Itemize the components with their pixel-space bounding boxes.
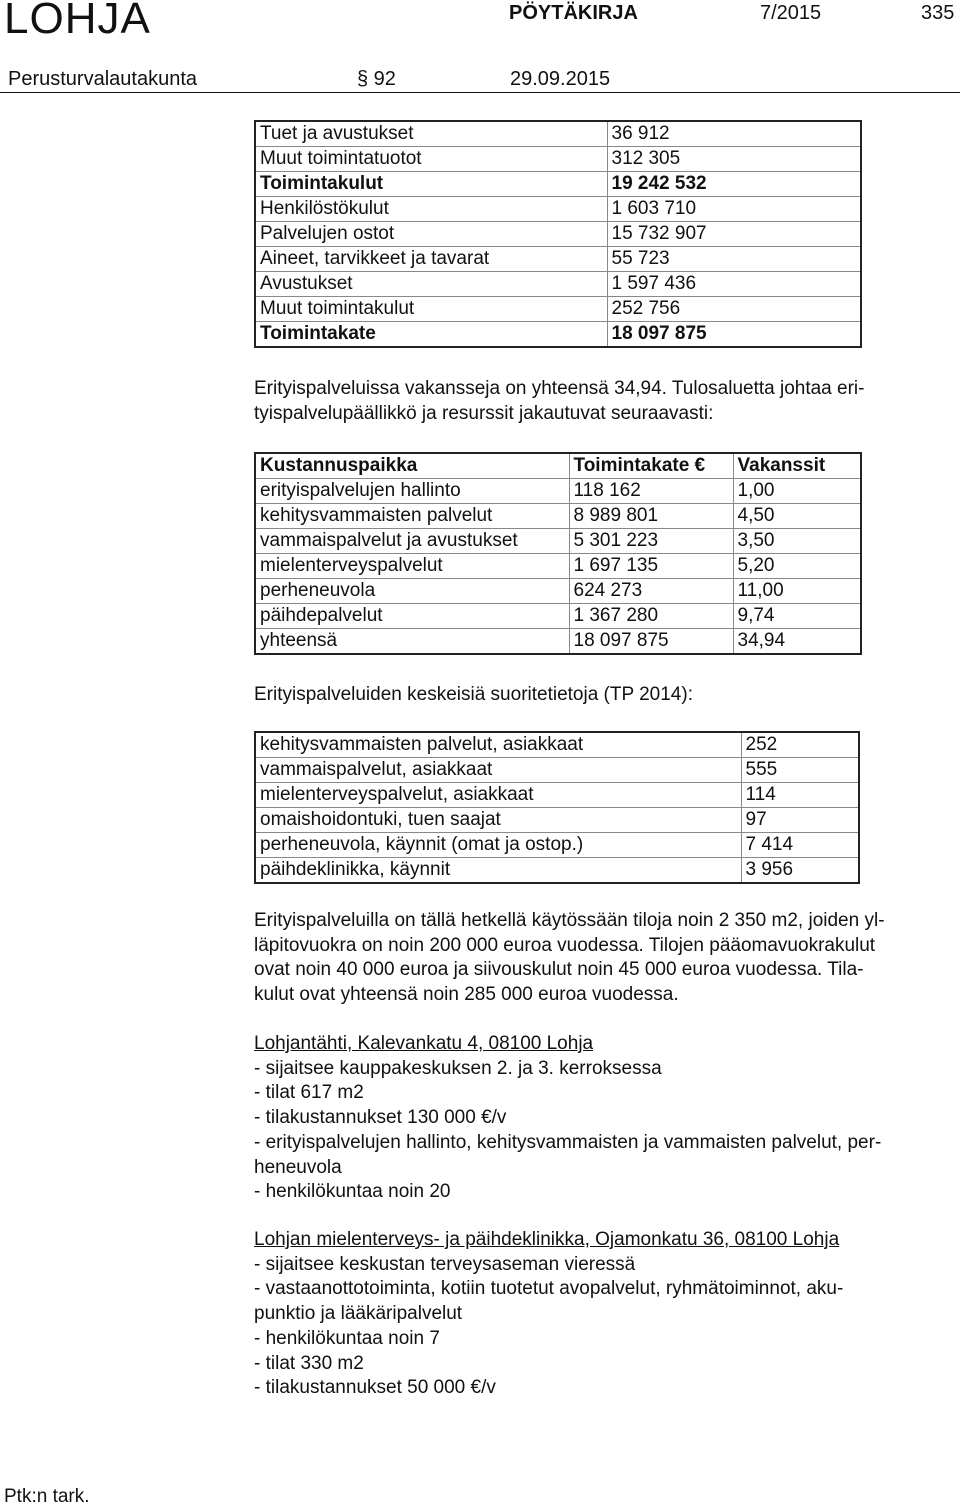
table-row [255,272,861,297]
table-cell: yhteensä [255,629,569,655]
table-row [255,197,861,222]
location-line: - henkilökuntaa noin 7 [254,1327,440,1349]
organ-name: Perusturvalautakunta [8,68,198,90]
location-line: - tilat 617 m2 [254,1082,364,1104]
column-header: Vakanssit [733,453,861,479]
column-header: Toimintakate € [569,453,733,479]
table-row [255,629,861,655]
table-cell: 1 367 280 [569,604,733,629]
row-label: Toimintakulut [255,172,607,197]
table-row [255,758,859,783]
row-label: Tuet ja avustukset [255,121,607,147]
table-cell: 9,74 [733,604,861,629]
footer-signature-label: Ptk:n tark. [4,1486,90,1507]
table-cell: erityispalvelujen hallinto [255,479,569,504]
row-value: 252 756 [607,297,861,322]
premises-paragraph [254,909,960,1008]
table-cell: 624 273 [569,579,733,604]
row-label: Aineet, tarvikkeet ja tavarat [255,247,607,272]
row-label: Henkilöstökulut [255,197,607,222]
row-label: Toimintakate [255,322,607,348]
table-row [255,604,861,629]
table-row [255,121,861,147]
location-title: Lohjan mielenterveys- ja päihdeklinikka, Ojamonkatu 36, 08100 Lohja [254,1229,840,1250]
table-cell: 3,50 [733,529,861,554]
location-line: - sijaitsee kauppakeskuksen 2. ja 3. kerroksessa [254,1057,662,1079]
table-cell: 252 [741,732,859,758]
finance-table [254,120,862,348]
location-line: - tilakustannukset 130 000 €/v [254,1107,507,1129]
table-row [255,858,859,884]
row-value: 19 242 532 [607,172,861,197]
table-cell: 11,00 [733,579,861,604]
table-header-row [255,453,861,479]
row-value: 15 732 907 [607,222,861,247]
page-number: 335 [921,2,955,24]
location-line: - sijaitsee keskustan terveysaseman vieressä [254,1253,636,1275]
table-cell: mielenterveyspalvelut, asiakkaat [255,783,741,808]
table-row [255,554,861,579]
table-cell: vammaispalvelut, asiakkaat [255,758,741,783]
column-header: Kustannuspaikka [255,453,569,479]
table-cell: 4,50 [733,504,861,529]
row-value: 36 912 [607,121,861,147]
table-row [255,808,859,833]
table-row [255,172,861,197]
location-title: Lohjantähti, Kalevankatu 4, 08100 Lohja [254,1033,594,1054]
table-cell: kehitysvammaisten palvelut, asiakkaat [255,732,741,758]
premises-line: läpitovuokra on noin 200 000 euroa vuodessa. Tilojen pääomavuokrakulut [254,934,876,956]
table-cell: 1 697 135 [569,554,733,579]
table-cell: päihdepalvelut [255,604,569,629]
header-divider [0,92,960,93]
table-cell: 97 [741,808,859,833]
table-cell: 1,00 [733,479,861,504]
cost-center-table [254,452,862,655]
document-number: 7/2015 [760,2,822,24]
table-cell: 7 414 [741,833,859,858]
table-row [255,322,861,348]
table-row [255,297,861,322]
table-cell: perheneuvola, käynnit (omat ja ostop.) [255,833,741,858]
premises-line: Erityispalveluilla on tällä hetkellä käytössään tiloja noin 2 350 m2, joiden yl- [254,910,885,931]
location-line: - henkilökuntaa noin 20 [254,1181,451,1203]
row-value: 1 597 436 [607,272,861,297]
premises-line: kulut ovat yhteensä noin 285 000 euroa vuodessa. [254,984,679,1006]
table-cell: päihdeklinikka, käynnit [255,858,741,884]
section-number: § 92 [357,68,396,90]
location-line: - vastaanottotoiminta, kotiin tuotetut avopalvelut, ryhmätoiminnot, aku- [254,1278,844,1300]
location-line: - tilakustannukset 50 000 €/v [254,1377,496,1399]
meeting-date: 29.09.2015 [510,68,611,90]
table-cell: 555 [741,758,859,783]
table-cell: 5 301 223 [569,529,733,554]
table-row [255,147,861,172]
table-row [255,479,861,504]
table-cell: 8 989 801 [569,504,733,529]
location-line: - tilat 330 m2 [254,1352,364,1374]
table-row [255,732,859,758]
row-value: 1 603 710 [607,197,861,222]
location-clinic [254,1228,960,1401]
premises-line: ovat noin 40 000 euroa ja siivouskulut noin 45 000 euroa vuodessa. Tila- [254,959,864,981]
table-row [255,529,861,554]
table-cell: vammaispalvelut ja avustukset [255,529,569,554]
performance-table [254,731,860,884]
table-row [255,504,861,529]
row-label: Palvelujen ostot [255,222,607,247]
location-line: - erityispalvelujen hallinto, kehitysvammaisten ja vammaisten palvelut, per- [254,1131,882,1153]
location-line: heneuvola [254,1156,342,1178]
table-cell: 34,94 [733,629,861,655]
lohja-logo: LOHJA [4,0,151,43]
performance-heading: Erityispalveluiden keskeisiä suoritetietoja (TP 2014): [254,684,693,705]
row-label: Avustukset [255,272,607,297]
row-value: 18 097 875 [607,322,861,348]
table-cell: perheneuvola [255,579,569,604]
table-row [255,579,861,604]
row-label: Muut toimintakulut [255,297,607,322]
table-row [255,247,861,272]
table-cell: 3 956 [741,858,859,884]
table-cell: omaishoidontuki, tuen saajat [255,808,741,833]
row-value: 55 723 [607,247,861,272]
table-cell: 5,20 [733,554,861,579]
table-cell: 114 [741,783,859,808]
table-row [255,222,861,247]
row-value: 312 305 [607,147,861,172]
table-row [255,783,859,808]
row-label: Muut toimintatuotot [255,147,607,172]
table-cell: 118 162 [569,479,733,504]
document-type: PÖYTÄKIRJA [509,2,638,24]
table-cell: mielenterveyspalvelut [255,554,569,579]
table-cell: 18 097 875 [569,629,733,655]
location-line: punktio ja lääkäripalvelut [254,1303,463,1325]
vacancies-paragraph: Erityispalveluissa vakansseja on yhteensä 34,94. Tulosaluetta johtaa eri-tyispalvelupäällikkö ja resurssit jakautuvat seuraavasti: [254,378,865,424]
table-cell: kehitysvammaisten palvelut [255,504,569,529]
location-lohjantahti [254,1032,960,1205]
table-row [255,833,859,858]
